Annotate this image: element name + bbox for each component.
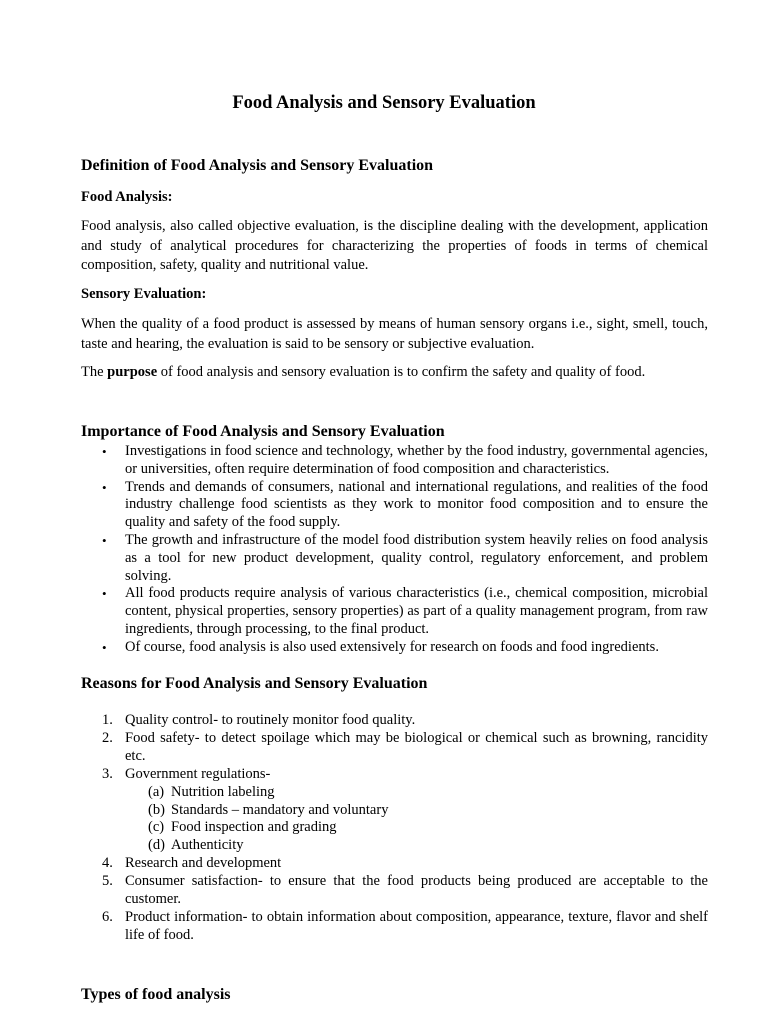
list-item-text: All food products require analysis of various characteristics (i.e., chemical composition, microbial content, physical properties, sensory properties) as part of a quality management program, from raw ingredients, through processing, to the final product. [125, 585, 708, 637]
list-item-text: Research and development [125, 855, 282, 872]
list-item-text: Quality control- to routinely monitor food quality. [125, 712, 416, 728]
food-analysis-paragraph: Food analysis, also called objective evaluation, is the discipline dealing with the development, application and study of analytical procedures for characterizing the properties of foods in terms of chemical composition, safety, quality and nutritional value. [81, 218, 708, 273]
bullet-icon: • [102, 532, 107, 548]
sublist-item-text: Standards – mandatory and voluntary [171, 801, 389, 818]
purpose-paragraph [81, 363, 708, 383]
list-item-text: Consumer satisfaction- to ensure that the food products being produced are acceptable to the customer. [125, 873, 708, 908]
sublist-item-text: Food inspection and grading [171, 819, 337, 836]
sensory-evaluation-paragraph: When the quality of a food product is assessed by means of human sensory organs i.e., sight, smell, touch, taste and hearing, the evaluation is said to be sensory or subjective evaluation. [81, 316, 708, 352]
list-item-text: Trends and demands of consumers, national and international regulations, and realities of the food industry challenge food scientists as they work to monitor food composition and to ensure the quality and safety of the food supply. [125, 478, 708, 531]
bullet-icon: • [102, 639, 107, 655]
purpose-suffix: of food analysis and sensory evaluation is to confirm the safety and quality of food. [157, 364, 646, 380]
sub-letter: (d) [148, 837, 165, 854]
sub-letter: (c) [148, 819, 165, 836]
purpose-bold: purpose [107, 364, 158, 380]
list-item [81, 909, 708, 945]
list-item-text: The growth and infrastructure of the model food distribution system heavily relies on food analysis as a tool for new product development, quality control, regulatory enforcement, and problem solving. [125, 531, 708, 584]
sublist-item [125, 837, 708, 855]
bullet-icon: • [102, 586, 107, 602]
sensory-evaluation-label: Sensory Evaluation: [81, 286, 207, 302]
list-item [81, 712, 708, 730]
item-number: 5. [102, 873, 113, 890]
list-item-text: Of course, food analysis is also used extensively for research on foods and food ingredients. [125, 638, 659, 655]
item-number: 1. [102, 712, 113, 728]
list-item-text: Product information- to obtain information about composition, appearance, texture, flavor and shelf life of food. [125, 908, 708, 943]
sub-letter: (b) [148, 801, 165, 818]
list-item [81, 443, 708, 479]
item-number: 6. [102, 908, 113, 925]
list-item-text: Government regulations- [125, 765, 271, 782]
importance-heading: Importance of Food Analysis and Sensory Evaluation [81, 423, 445, 440]
list-item [81, 479, 708, 532]
sublist-item-text: Authenticity [171, 837, 244, 854]
types-heading: Types of food analysis [81, 986, 231, 1003]
sublist-item [125, 819, 708, 837]
importance-list [81, 443, 708, 657]
definition-heading: Definition of Food Analysis and Sensory Evaluation [81, 157, 434, 174]
reasons-list [81, 712, 708, 945]
page-title: Food Analysis and Sensory Evaluation [232, 93, 536, 113]
sublist-item-text: Nutrition labeling [171, 783, 275, 800]
bullet-icon: • [102, 444, 107, 459]
reasons-heading: Reasons for Food Analysis and Sensory Evaluation [81, 675, 428, 692]
sublist-item [125, 784, 708, 802]
item-number: 2. [102, 729, 113, 746]
list-item [81, 730, 708, 766]
list-item [81, 585, 708, 638]
list-item [81, 766, 708, 856]
purpose-prefix: The [81, 364, 108, 380]
government-regulations-sublist [125, 784, 708, 856]
item-number: 3. [102, 765, 113, 782]
sublist-item [125, 802, 708, 820]
list-item [81, 639, 708, 657]
food-analysis-label: Food Analysis: [81, 189, 173, 205]
list-item [81, 873, 708, 909]
item-number: 4. [102, 855, 113, 872]
list-item-text: Food safety- to detect spoilage which may be biological or chemical such as browning, rancidity etc. [125, 729, 708, 764]
list-item [81, 532, 708, 585]
sub-letter: (a) [148, 783, 165, 800]
bullet-icon: • [102, 479, 107, 495]
list-item [81, 855, 708, 873]
list-item-text: Investigations in food science and technology, whether by the food industry, governmental agencies, or universities, often require determination of food composition and characteristics. [125, 443, 708, 477]
